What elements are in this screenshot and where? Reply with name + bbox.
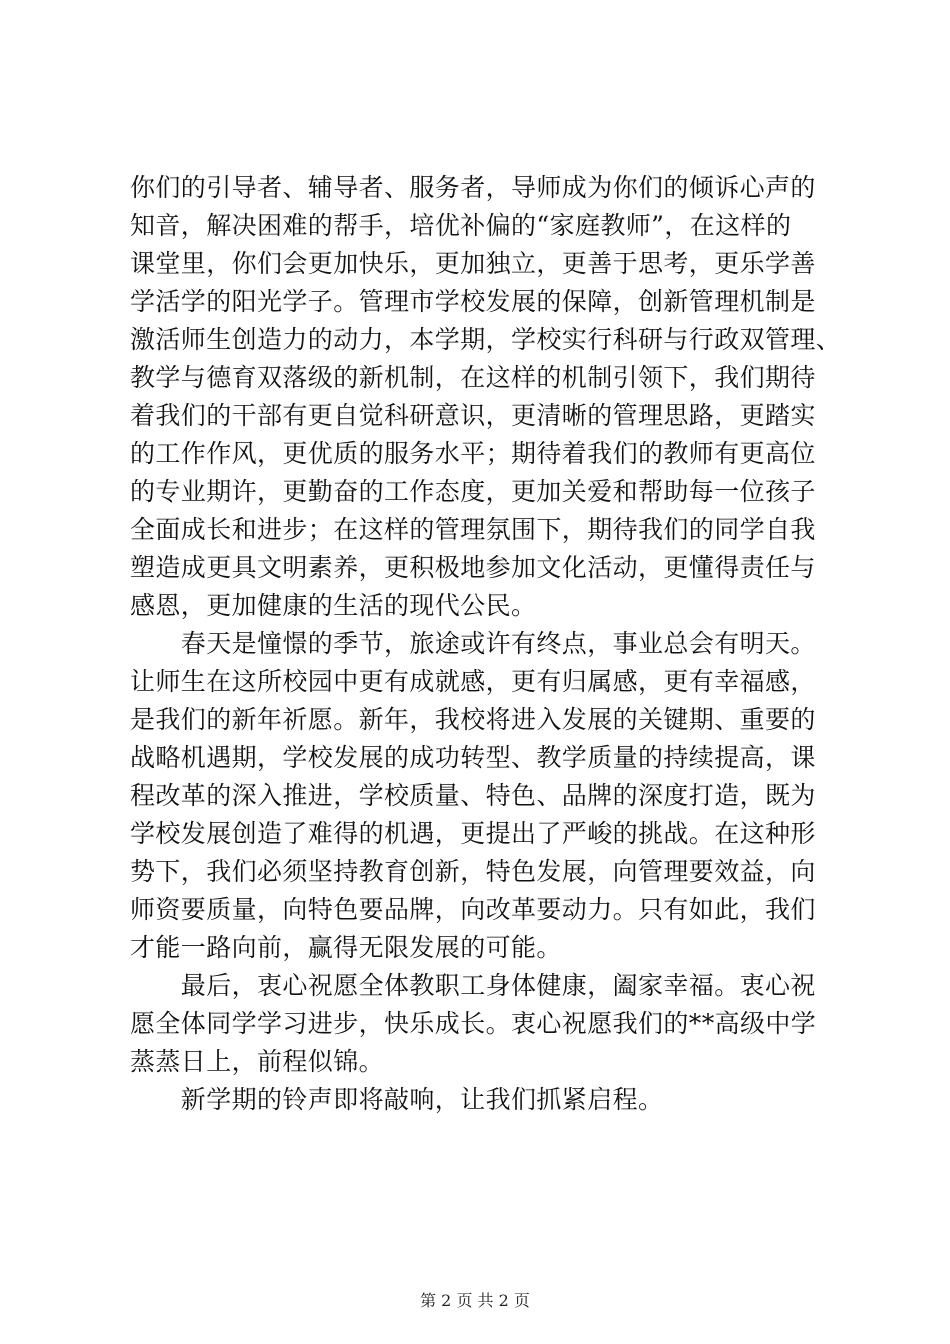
text-line: 是我们的新年祈愿。新年，我校将进入发展的关键期、重要的: [130, 705, 816, 734]
text-line: 程改革的深入推进，学校质量、特色、品牌的深度打造，既为: [130, 781, 816, 810]
text-line: 春天是憧憬的季节，旅途或许有终点，事业总会有明天。: [130, 629, 816, 658]
page-number-footer: 第 2 页 共 2 页: [420, 1291, 530, 1310]
text-line: 才能一路向前，赢得无限发展的可能。: [130, 933, 562, 962]
text-line: 学校发展创造了难得的机遇，更提出了严峻的挑战。在这种形: [130, 819, 816, 848]
text-line: 战略机遇期，学校发展的成功转型、教学质量的持续提高，课: [130, 743, 816, 772]
text-line: 着我们的干部有更自觉科研意识，更清晰的管理思路，更踏实: [130, 401, 816, 430]
text-line: 蒸蒸日上，前程似锦。: [130, 1047, 385, 1076]
document-body: [130, 169, 845, 1119]
text-line: 知音，解决困难的帮手，培优补偏的“家庭教师”，在这样的: [130, 211, 792, 240]
text-line: 让师生在这所校园中更有成就感，更有归属感，更有幸福感，: [130, 667, 816, 696]
text-line: 势下，我们必须坚持教育创新，特色发展，向管理要效益，向: [130, 857, 816, 886]
text-line: 塑造成更具文明素养，更积极地参加文化活动，更懂得责任与: [130, 553, 816, 582]
text-line: 的专业期许，更勤奋的工作态度，更加关爱和帮助每一位孩子: [130, 477, 816, 506]
text-line: 你们的引导者、辅导者、服务者，导师成为你们的倾诉心声的: [130, 173, 816, 202]
text-line: 激活师生创造力的动力，本学期，学校实行科研与行政双管理、: [130, 325, 842, 354]
text-line: 师资要质量，向特色要品牌，向改革要动力。只有如此，我们: [130, 895, 816, 924]
text-line: 全面成长和进步；在这样的管理氛围下，期待我们的同学自我: [130, 515, 816, 544]
text-line: 新学期的铃声即将敲响，让我们抓紧启程。: [130, 1085, 664, 1114]
text-line: 学活学的阳光学子。管理市学校发展的保障，创新管理机制是: [130, 287, 816, 316]
text-line: 的工作作风，更优质的服务水平；期待着我们的教师有更高位: [130, 439, 816, 468]
text-line: 教学与德育双落级的新机制，在这样的机制引领下，我们期待: [130, 363, 816, 392]
text-line: 感恩，更加健康的生活的现代公民。: [130, 591, 537, 620]
text-line: 最后，衷心祝愿全体教职工身体健康，阖家幸福。衷心祝: [130, 971, 816, 1000]
text-line: 课堂里，你们会更加快乐，更加独立，更善于思考，更乐学善: [130, 249, 816, 278]
text-line: 愿全体同学学习进步，快乐成长。衷心祝愿我们的**高级中学: [130, 1009, 817, 1038]
